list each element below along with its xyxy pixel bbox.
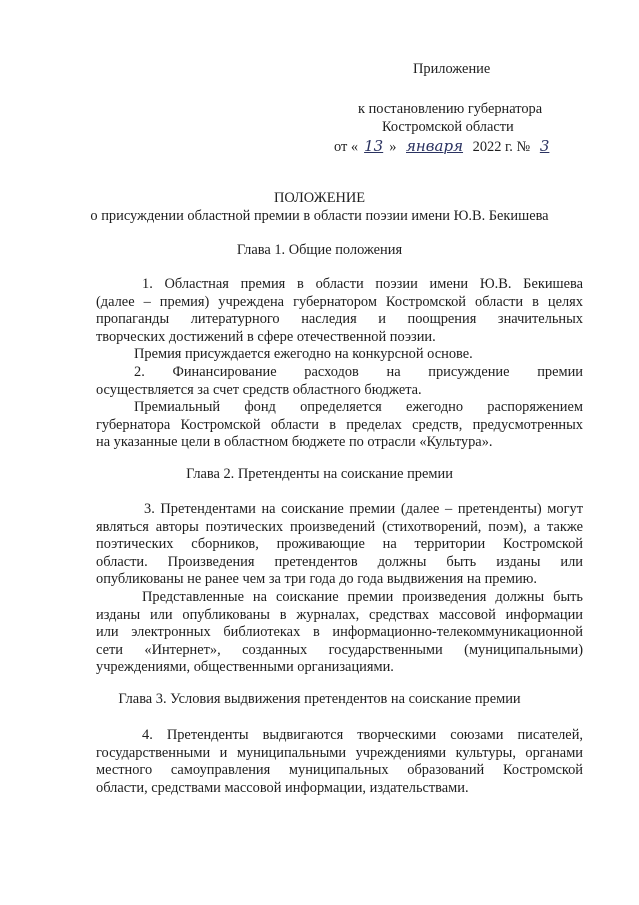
chapter-3-heading: Глава 3. Условия выдвижения претендентов на соискание премии [118,691,521,707]
appendix-line-1: к постановлению губернатора [358,101,543,117]
text-line: сети «Интернет», созданных государственными (муниципальными) [96,641,583,658]
text-line: (далее – премия) учреждена губернатором Костромской области в целях [96,293,583,310]
text-line: Премиальный фонд определяется ежегодно распоряжением [134,399,583,416]
text-line: являться авторы поэтических произведений (стихотворений, поэм), а также [96,518,583,535]
text-line: государственными и муниципальными учреждениями культуры, органами [96,744,583,761]
doc-title: ПОЛОЖЕНИЕ [273,190,366,206]
appendix-line-2: Костромской области [382,119,514,135]
text-line: на указанные цели в областном бюджете по отрасли «Культура». [96,434,493,451]
chapter-1-body [96,276,583,452]
doc-subtitle: о присуждении областной премии в области поэзии имени Ю.В. Бекишева [90,208,549,224]
text-line: 2. Финансирование расходов на присуждение премии [134,363,583,380]
chapter-1-heading: Глава 1. Общие положения [236,242,403,258]
text-line: Представленные на соискание премии произведения должны быть [142,588,583,605]
text-line: области, средствами массовой информации, издательствами. [96,779,469,796]
text-line: учреждениями, общественными организациями. [96,659,394,676]
text-line: Премия присуждается ежегодно на конкурсной основе. [134,346,473,363]
chapter-3-body [96,727,583,797]
date-day-handwritten: 13 [364,137,384,155]
date-number-handwritten: 3 [539,137,550,155]
text-line: творческих достижений в сфере отечественной поэзии. [96,328,436,345]
text-line: 4. Претенденты выдвигаются творческими союзами писателей, [142,727,583,743]
chapter-2-heading: Глава 2. Претенденты на соискание премии [186,466,453,482]
text-line: 3. Претендентами на соискание премии (далее – претенденты) могут [144,501,583,517]
text-line: местного самоуправления муниципальных образований Костромской [96,762,583,779]
text-line: опубликованы не ранее чем за три года до года выдвижения на премию. [96,571,538,588]
text-line: поэтических сборников, проживающие на территории Костромской [96,536,583,553]
date-month-handwritten: января [406,137,464,155]
date-year: 2022 г. № [472,139,531,155]
date-mid: » [389,139,397,155]
date-prefix: от « [334,139,359,155]
text-line: губернатора Костромской области в пределах средств, предусмотренных [96,416,583,433]
text-line: или электронных библиотеках в информационно-телекоммуникационной [96,624,583,641]
appendix-date-line [334,138,563,157]
chapter-2-body [96,501,583,677]
text-line: осуществляется за счет средств областного бюджета. [96,381,422,398]
text-line: изданы или опубликованы в журналах, средствах массовой информации [96,606,583,623]
appendix-title: Приложение [413,61,491,77]
text-line: пропаганды литературного наследия и поощрения значительных [96,311,583,328]
text-line: 1. Областная премия в области поэзии имени Ю.В. Бекишева [142,276,583,292]
text-line: области. Произведения претендентов должны быть изданы или [96,553,583,570]
